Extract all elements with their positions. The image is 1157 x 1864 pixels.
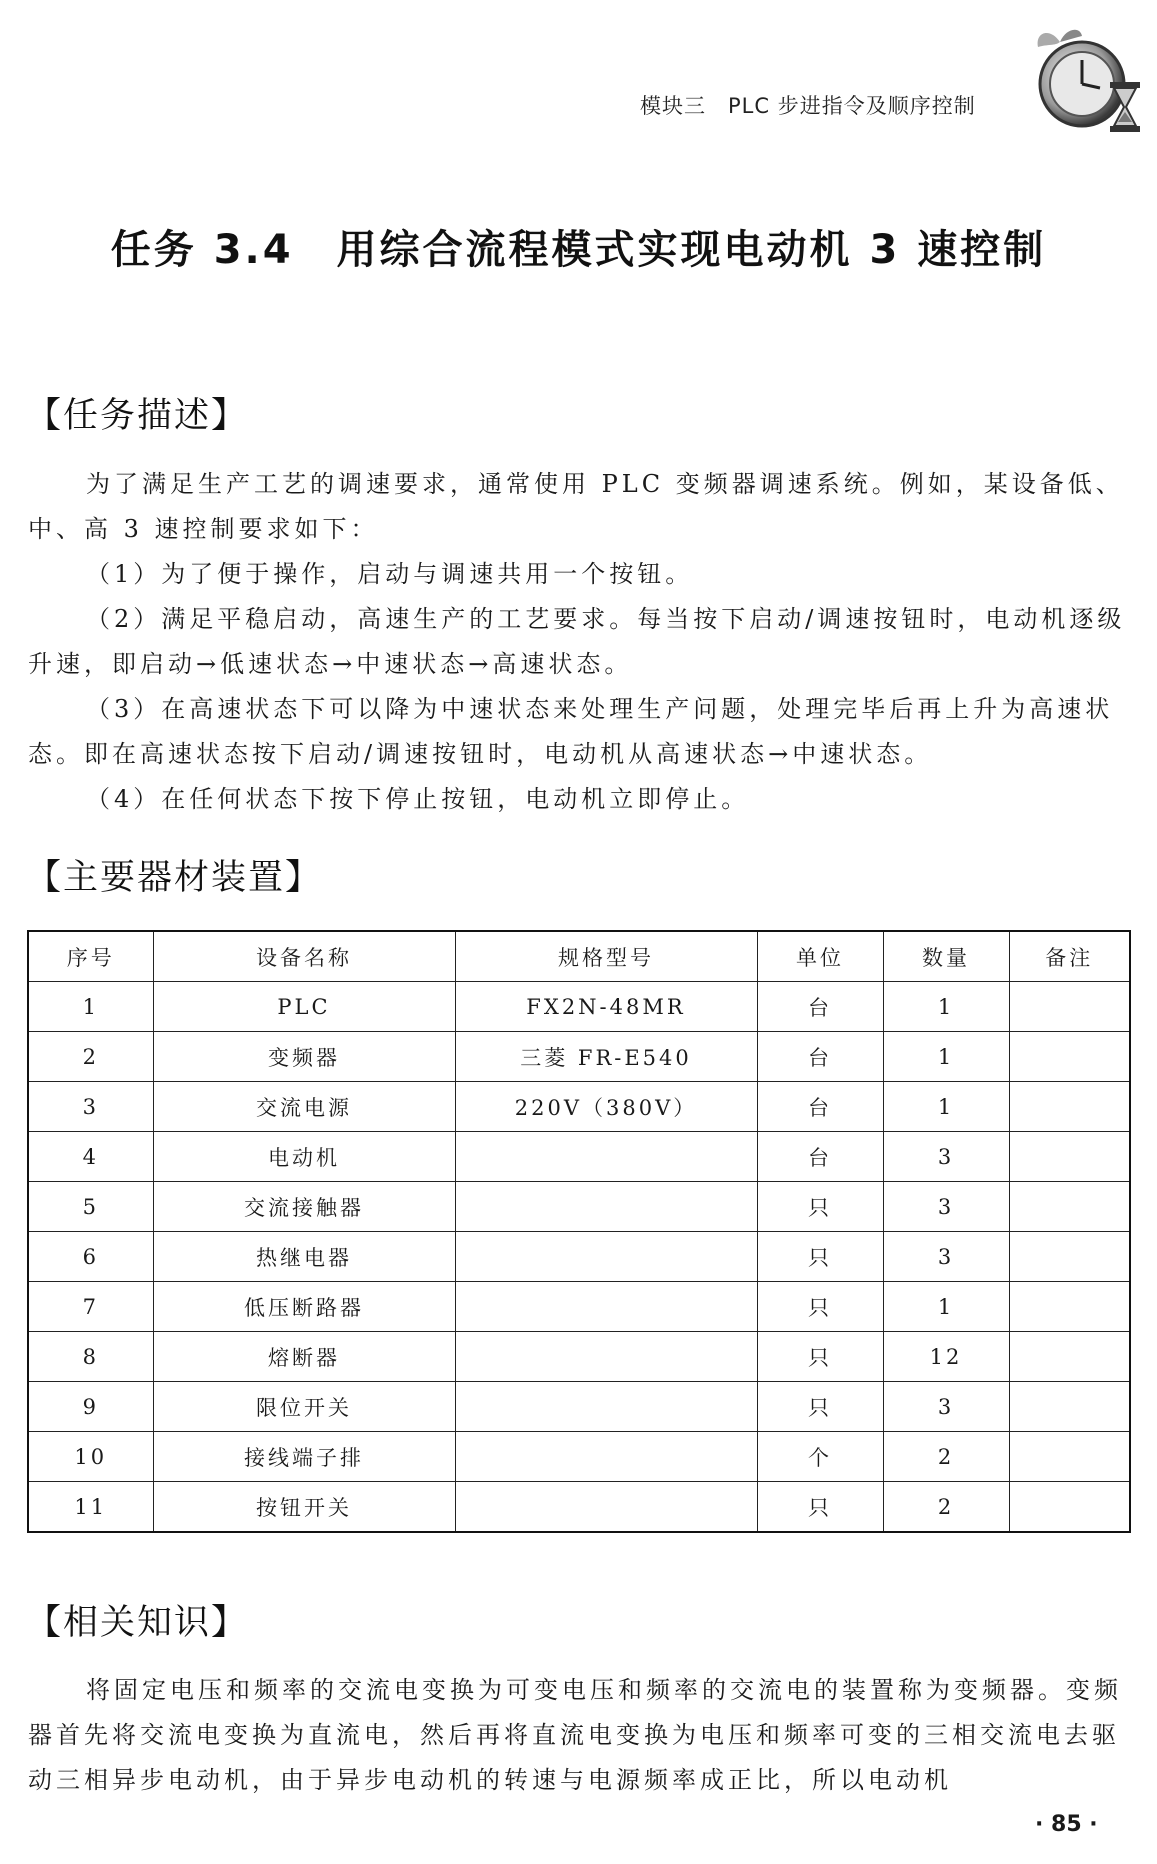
table-cell: 9 bbox=[28, 1382, 153, 1432]
table-cell: 5 bbox=[28, 1182, 153, 1232]
column-header-remarks: 备注 bbox=[1009, 931, 1130, 982]
table-cell: 接线端子排 bbox=[153, 1432, 455, 1482]
table-cell: 按钮开关 bbox=[153, 1482, 455, 1533]
table-cell: 10 bbox=[28, 1432, 153, 1482]
table-cell: 1 bbox=[883, 1032, 1009, 1082]
table-cell: 只 bbox=[757, 1282, 883, 1332]
table-cell bbox=[1009, 982, 1130, 1032]
table-cell: 3 bbox=[883, 1382, 1009, 1432]
table-row bbox=[28, 1382, 1130, 1432]
table-cell: 熔断器 bbox=[153, 1332, 455, 1382]
table-cell: 3 bbox=[883, 1232, 1009, 1282]
table-cell: 电动机 bbox=[153, 1132, 455, 1182]
column-header-unit: 单位 bbox=[757, 931, 883, 982]
column-header-name: 设备名称 bbox=[153, 931, 455, 982]
table-cell bbox=[1009, 1132, 1130, 1182]
table-cell: 8 bbox=[28, 1332, 153, 1382]
table-cell: 2 bbox=[28, 1032, 153, 1082]
table-cell: 只 bbox=[757, 1182, 883, 1232]
table-cell: 4 bbox=[28, 1132, 153, 1182]
equipment-heading: 【主要器材装置】 bbox=[26, 858, 323, 898]
description-paragraph-1: 为了满足生产工艺的调速要求，通常使用 PLC 变频器调速系统。例如，某设备低、中、高 3 速控制要求如下： bbox=[28, 470, 1124, 543]
table-cell: PLC bbox=[153, 982, 455, 1032]
table-row bbox=[28, 1032, 1130, 1082]
table-cell bbox=[1009, 1232, 1130, 1282]
task-title: 任务 3.4 用综合流程模式实现电动机 3 速控制 bbox=[110, 227, 1047, 273]
table-cell: 1 bbox=[28, 982, 153, 1032]
table-cell: 台 bbox=[757, 1132, 883, 1182]
table-cell: 热继电器 bbox=[153, 1232, 455, 1282]
knowledge-paragraph-1: 将固定电压和频率的交流电变换为可变电压和频率的交流电的装置称为变频器。变频器首先将交流电变换为直流电，然后再将直流电变换为电压和频率可变的三相交流电去驱动三相异步电动机，由于异步电动机的转速与电源频率成正比，所以电动机 bbox=[28, 1676, 1122, 1794]
table-row bbox=[28, 982, 1130, 1032]
table-cell: 只 bbox=[757, 1482, 883, 1533]
table-row bbox=[28, 1432, 1130, 1482]
table-header-row bbox=[28, 931, 1130, 982]
table-cell: 三菱 FR-E540 bbox=[455, 1032, 757, 1082]
description-paragraph-5: （4）在任何状态下按下停止按钮，电动机立即停止。 bbox=[86, 785, 750, 813]
task-description-heading: 【任务描述】 bbox=[26, 396, 249, 436]
table-cell: 1 bbox=[883, 982, 1009, 1032]
running-title: 模块三 PLC 步进指令及顺序控制 bbox=[640, 94, 976, 118]
table-cell bbox=[1009, 1482, 1130, 1533]
table-cell: 3 bbox=[883, 1132, 1009, 1182]
table-cell bbox=[455, 1132, 757, 1182]
table-cell bbox=[455, 1332, 757, 1382]
table-cell: 3 bbox=[883, 1182, 1009, 1232]
table-row bbox=[28, 1482, 1130, 1533]
table-cell: 2 bbox=[883, 1432, 1009, 1482]
table-cell: 6 bbox=[28, 1232, 153, 1282]
table-cell: 只 bbox=[757, 1232, 883, 1282]
table-cell bbox=[1009, 1432, 1130, 1482]
description-paragraph-2: （1）为了便于操作，启动与调速共用一个按钮。 bbox=[86, 560, 694, 588]
table-cell: FX2N-48MR bbox=[455, 982, 757, 1032]
table-cell bbox=[455, 1432, 757, 1482]
table-cell: 台 bbox=[757, 982, 883, 1032]
table-cell bbox=[1009, 1282, 1130, 1332]
table-cell: 12 bbox=[883, 1332, 1009, 1382]
table-cell: 个 bbox=[757, 1432, 883, 1482]
table-cell: 限位开关 bbox=[153, 1382, 455, 1432]
clock-hourglass-icon bbox=[1030, 22, 1148, 140]
table-cell bbox=[455, 1232, 757, 1282]
table-row bbox=[28, 1082, 1130, 1132]
table-row bbox=[28, 1232, 1130, 1282]
table-row bbox=[28, 1282, 1130, 1332]
column-header-spec: 规格型号 bbox=[455, 931, 757, 982]
table-cell: 只 bbox=[757, 1332, 883, 1382]
description-paragraph-3: （2）满足平稳启动，高速生产的工艺要求。每当按下启动/调速按钮时，电动机逐级升速，即启动→低速状态→中速状态→高速状态。 bbox=[28, 605, 1126, 678]
table-cell: 低压断路器 bbox=[153, 1282, 455, 1332]
table-cell: 交流接触器 bbox=[153, 1182, 455, 1232]
related-knowledge-heading: 【相关知识】 bbox=[26, 1603, 249, 1643]
page-number: · 85 · bbox=[1035, 1812, 1098, 1837]
equipment-table bbox=[27, 930, 1131, 1533]
table-cell bbox=[1009, 1032, 1130, 1082]
table-cell: 2 bbox=[883, 1482, 1009, 1533]
table-cell bbox=[455, 1382, 757, 1432]
table-row bbox=[28, 1132, 1130, 1182]
table-row bbox=[28, 1332, 1130, 1382]
table-cell: 只 bbox=[757, 1382, 883, 1432]
table-cell: 220V（380V） bbox=[455, 1082, 757, 1132]
table-cell: 7 bbox=[28, 1282, 153, 1332]
table-cell: 1 bbox=[883, 1282, 1009, 1332]
table-cell: 变频器 bbox=[153, 1032, 455, 1082]
table-cell: 交流电源 bbox=[153, 1082, 455, 1132]
table-cell: 台 bbox=[757, 1082, 883, 1132]
table-cell bbox=[1009, 1182, 1130, 1232]
table-cell bbox=[455, 1182, 757, 1232]
column-header-quantity: 数量 bbox=[883, 931, 1009, 982]
description-paragraph-4: （3）在高速状态下可以降为中速状态来处理生产问题，处理完毕后再上升为高速状态。即在高速状态按下启动/调速按钮时，电动机从高速状态→中速状态。 bbox=[28, 695, 1114, 768]
table-cell: 台 bbox=[757, 1032, 883, 1082]
table-cell: 11 bbox=[28, 1482, 153, 1533]
table-cell: 1 bbox=[883, 1082, 1009, 1132]
table-cell bbox=[1009, 1382, 1130, 1432]
column-header-index: 序号 bbox=[28, 931, 153, 982]
table-cell bbox=[455, 1282, 757, 1332]
table-cell bbox=[1009, 1332, 1130, 1382]
table-cell bbox=[455, 1482, 757, 1533]
table-cell: 3 bbox=[28, 1082, 153, 1132]
table-row bbox=[28, 1182, 1130, 1232]
table-cell bbox=[1009, 1082, 1130, 1132]
